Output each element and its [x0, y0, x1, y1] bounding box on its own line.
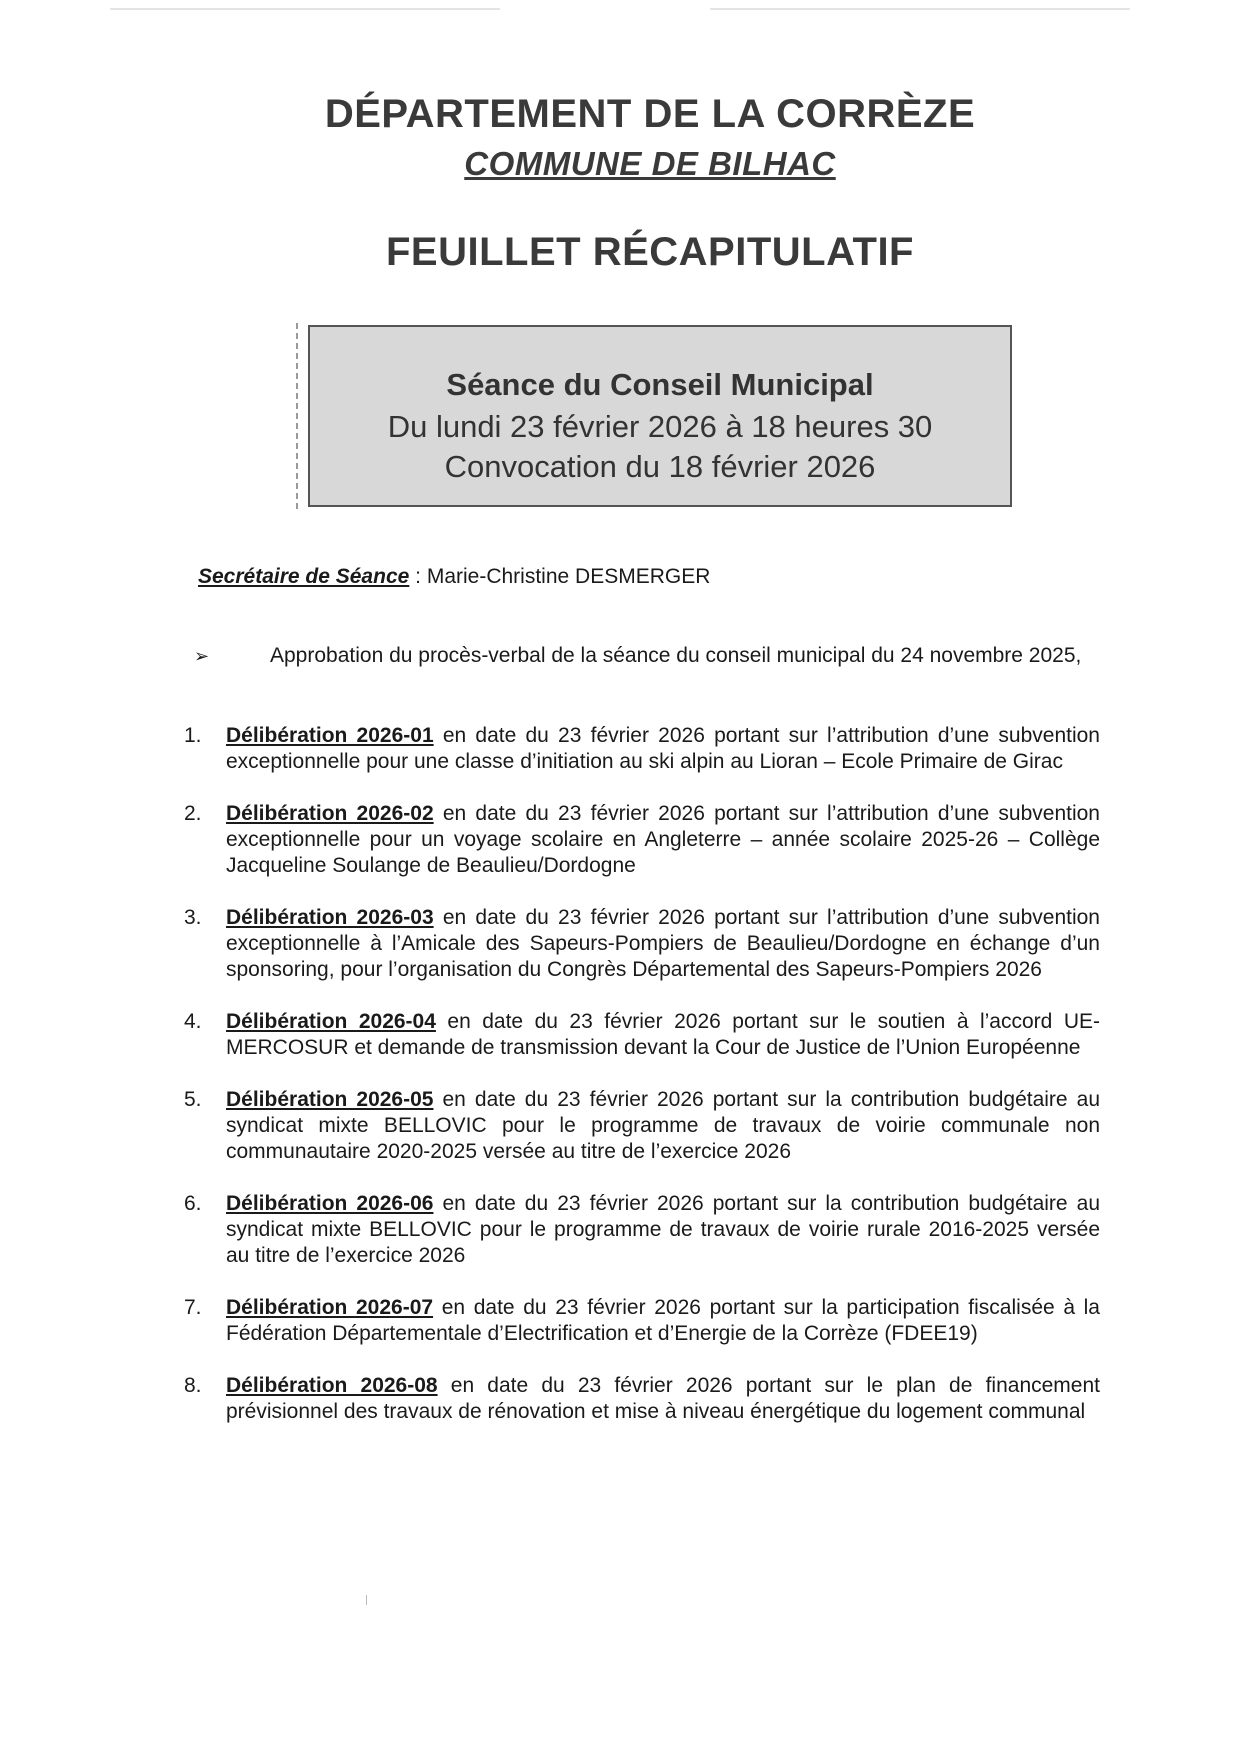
deliberation-reference: Délibération 2026-06 — [226, 1192, 434, 1215]
deliberation-number: 1. — [184, 724, 202, 747]
deliberation-item — [160, 723, 1100, 775]
seance-info-box — [308, 325, 1012, 507]
secretary-separator: : — [409, 565, 427, 588]
deliberation-item — [160, 1295, 1100, 1347]
deliberation-reference: Délibération 2026-04 — [226, 1010, 436, 1033]
approbation-item — [194, 643, 1092, 669]
deliberation-number: 4. — [184, 1010, 202, 1033]
deliberation-text: en date du 23 février 2026 portant sur la participation fiscalisée à la Fédération Départementale d’Electrification et d’Energie de la Corrèze (FDEE19) — [226, 1296, 1100, 1345]
document-title: FEUILLET RÉCAPITULATIF — [386, 230, 914, 274]
deliberation-text: en date du 23 février 2026 portant sur le soutien à l’accord UE-MERCOSUR et demande de transmission devant la Cour de Justice de l’Union Européenne — [226, 1010, 1100, 1059]
deliberation-number: 6. — [184, 1192, 202, 1215]
deliberation-reference: Délibération 2026-07 — [226, 1296, 434, 1319]
deliberation-text: en date du 23 février 2026 portant sur la contribution budgétaire au syndicat mixte BELLOVIC pour le programme de travaux de voirie communale non communautaire 2020-2025 versée au titre de l’exercice 2026 — [226, 1088, 1100, 1163]
deliberation-text: en date du 23 février 2026 portant sur l’attribution d’une subvention exceptionnelle pour un voyage scolaire en Angleterre – année scolaire 2025-26 – Collège Jacqueline Soulange de Beaulieu/Dordogne — [226, 802, 1100, 877]
secretary-line — [198, 565, 710, 589]
deliberation-text: en date du 23 février 2026 portant sur le plan de financement prévisionnel des travaux de rénovation et mise à niveau énergétique du logement communal — [226, 1374, 1100, 1423]
approbation-text: Approbation du procès-verbal de la séance du conseil municipal du 24 novembre 2025, — [270, 644, 1082, 667]
deliberation-text: en date du 23 février 2026 portant sur l’attribution d’une subvention exceptionnelle pour une classe d’initiation au ski alpin au Lioran – Ecole Primaire de Girac — [226, 724, 1100, 773]
deliberation-reference: Délibération 2026-03 — [226, 906, 434, 929]
deliberation-reference: Délibération 2026-01 — [226, 724, 434, 747]
deliberation-number: 8. — [184, 1374, 202, 1397]
deliberation-number: 2. — [184, 802, 202, 825]
deliberation-reference: Délibération 2026-08 — [226, 1374, 438, 1397]
scan-speck — [366, 1595, 367, 1605]
secretary-name: Marie-Christine DESMERGER — [426, 565, 711, 588]
deliberation-number: 3. — [184, 906, 202, 929]
deliberation-reference: Délibération 2026-05 — [226, 1088, 434, 1111]
deliberation-item — [160, 1191, 1100, 1269]
deliberation-item — [160, 801, 1100, 879]
deliberation-item — [160, 1087, 1100, 1165]
deliberation-number: 7. — [184, 1296, 202, 1319]
scan-artifact-line — [710, 8, 1130, 10]
deliberation-item — [160, 1373, 1100, 1425]
secretary-label: Secrétaire de Séance — [198, 565, 410, 588]
deliberation-item — [160, 1009, 1100, 1061]
commune-heading: COMMUNE DE BILHAC — [464, 145, 836, 182]
department-heading: DÉPARTEMENT DE LA CORRÈZE — [324, 92, 976, 136]
seance-convocation: Convocation du 18 février 2026 — [444, 449, 876, 484]
seance-date: Du lundi 23 février 2026 à 18 heures 30 — [387, 409, 933, 444]
deliberation-item — [160, 905, 1100, 983]
deliberation-text: en date du 23 février 2026 portant sur l’attribution d’une subvention exceptionnelle à l’Amicale des Sapeurs-Pompiers de Beaulieu/Dordogne en échange d’un sponsoring, pour l’organisation du Congrès Départemental des Sapeurs-Pompiers 2026 — [226, 906, 1100, 981]
arrow-bullet-icon: ➢ — [194, 646, 210, 666]
deliberation-text: en date du 23 février 2026 portant sur la contribution budgétaire au syndicat mixte BELLOVIC pour le programme de travaux de voirie rurale 2016-2025 versée au titre de l’exercice 2026 — [226, 1192, 1100, 1267]
deliberation-reference: Délibération 2026-02 — [226, 802, 434, 825]
scan-artifact-line — [110, 8, 500, 10]
deliberation-number: 5. — [184, 1088, 202, 1111]
seance-title: Séance du Conseil Municipal — [446, 367, 874, 402]
deliberation-list — [160, 723, 1100, 1451]
